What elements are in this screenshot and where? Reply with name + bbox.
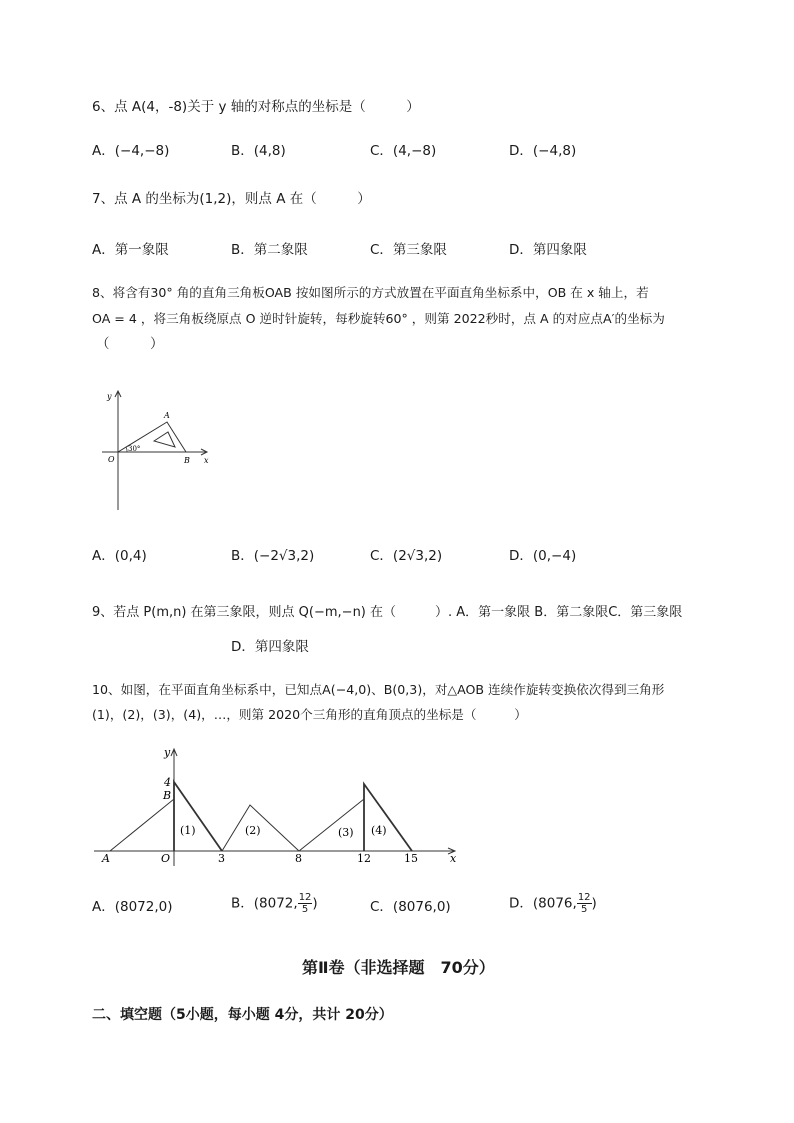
q8-label-y: y <box>107 392 112 401</box>
q10-label-o: O <box>161 852 171 865</box>
section2-heading: 二、填空题（5小题，每小题 4分，共计 20分） <box>92 1007 393 1023</box>
q7-option-b: B．第二象限 <box>231 242 308 258</box>
q10-tick-3: 3 <box>218 852 225 865</box>
q10-tri-label-4: (4) <box>371 824 387 837</box>
q8-stem-line2: OA = 4 ，将三角板绕原点 O 逆时针旋转，每秒旋转60° ，则第 2022秒时，点 A 的对应点A′的坐标为 <box>92 311 665 326</box>
q10-triangle-aob <box>110 799 174 851</box>
q8-figure <box>96 386 216 512</box>
q10-tri-label-2: (2) <box>245 824 261 837</box>
q10-triangle-1 <box>174 782 222 851</box>
q10-label-4: 4 <box>164 776 171 789</box>
q10-stem-line1: 10、如图，在平面直角坐标系中，已知点A(−4,0)、B(0,3)，对△AOB 连续作旋转变换依次得到三角形 <box>92 682 665 697</box>
q10-option-b <box>231 892 318 915</box>
q7-stem: 7、点 A 的坐标为(1,2)，则点 A 在（ ） <box>92 191 371 207</box>
q8-label-angle: 30° <box>128 445 141 453</box>
q6-option-c: C．(4,−8) <box>370 143 437 159</box>
q10-label-a: A <box>102 852 110 865</box>
q10-tri-label-3: (3) <box>338 826 354 839</box>
q10-option-c: C．(8076,0) <box>370 899 451 915</box>
q8-label-a: A <box>164 411 170 420</box>
q7-option-a: A．第一象限 <box>92 242 169 258</box>
q6-option-b: B．(4,8) <box>231 143 286 159</box>
q10-tri-label-1: (1) <box>180 824 196 837</box>
q10-option-d-denominator: 5 <box>580 904 588 915</box>
q10-option-b-suffix: ) <box>312 895 318 912</box>
q6-option-d: D．(−4,8) <box>509 143 577 159</box>
q10-tick-8: 8 <box>295 852 302 865</box>
q10-triangle-3 <box>299 799 364 851</box>
q8-stem-line1: 8、将含有30° 角的直角三角板OAB 按如图所示的方式放置在平面直角坐标系中，OB 在 x 轴上，若 <box>92 285 649 300</box>
q10-stem-line2: (1)，(2)，(3)，(4)，…，则第 2020个三角形的直角顶点的坐标是（ ） <box>92 707 527 722</box>
q8-option-a: A．(0,4) <box>92 548 147 564</box>
q10-tick-15: 15 <box>404 852 418 865</box>
q8-triangle-hole <box>154 432 175 447</box>
q10-option-b-fraction <box>298 892 313 915</box>
q8-label-o: O <box>108 455 115 464</box>
q10-option-d <box>509 892 597 915</box>
q10-label-b: B <box>163 789 172 802</box>
q8-angle-arc <box>126 447 127 452</box>
q8-option-c: C．(2√3,2) <box>370 548 443 564</box>
q6-stem: 6、点 A(4，-8)关于 y 轴的对称点的坐标是（ ） <box>92 99 420 115</box>
q10-option-d-numerator: 12 <box>577 892 591 903</box>
q10-triangle-4 <box>364 784 412 851</box>
q9-stem: 9、若点 P(m,n) 在第三象限，则点 Q(−m,−n) 在（ ）. A．第一象限 B．第二象限C．第三象限 <box>92 605 683 620</box>
q8-option-d: D．(0,−4) <box>509 548 577 564</box>
q10-option-d-prefix: D．(8076, <box>509 895 577 912</box>
q10-figure <box>92 744 472 868</box>
q10-tick-12: 12 <box>357 852 371 865</box>
q7-option-c: C．第三象限 <box>370 242 447 258</box>
q10-label-y: y <box>164 746 171 759</box>
q10-option-a: A．(8072,0) <box>92 899 173 915</box>
q8-stem-line3: （ ） <box>96 336 164 352</box>
q10-label-x: x <box>450 852 457 865</box>
q8-option-b: B．(−2√3,2) <box>231 548 315 564</box>
q6-option-a: A．(−4,−8) <box>92 143 170 159</box>
q10-option-d-suffix: ) <box>591 895 597 912</box>
part2-title: 第Ⅱ卷（非选择题 70分） <box>302 958 495 977</box>
q7-option-d: D．第四象限 <box>509 242 587 258</box>
q8-label-x: x <box>204 456 209 465</box>
q10-option-b-numerator: 12 <box>298 892 312 903</box>
q9-option-d: D．第四象限 <box>231 639 309 655</box>
q8-label-b: B <box>184 456 190 465</box>
q10-option-b-denominator: 5 <box>301 904 309 915</box>
q10-option-d-fraction <box>577 892 592 915</box>
q10-option-b-prefix: B．(8072, <box>231 895 298 912</box>
